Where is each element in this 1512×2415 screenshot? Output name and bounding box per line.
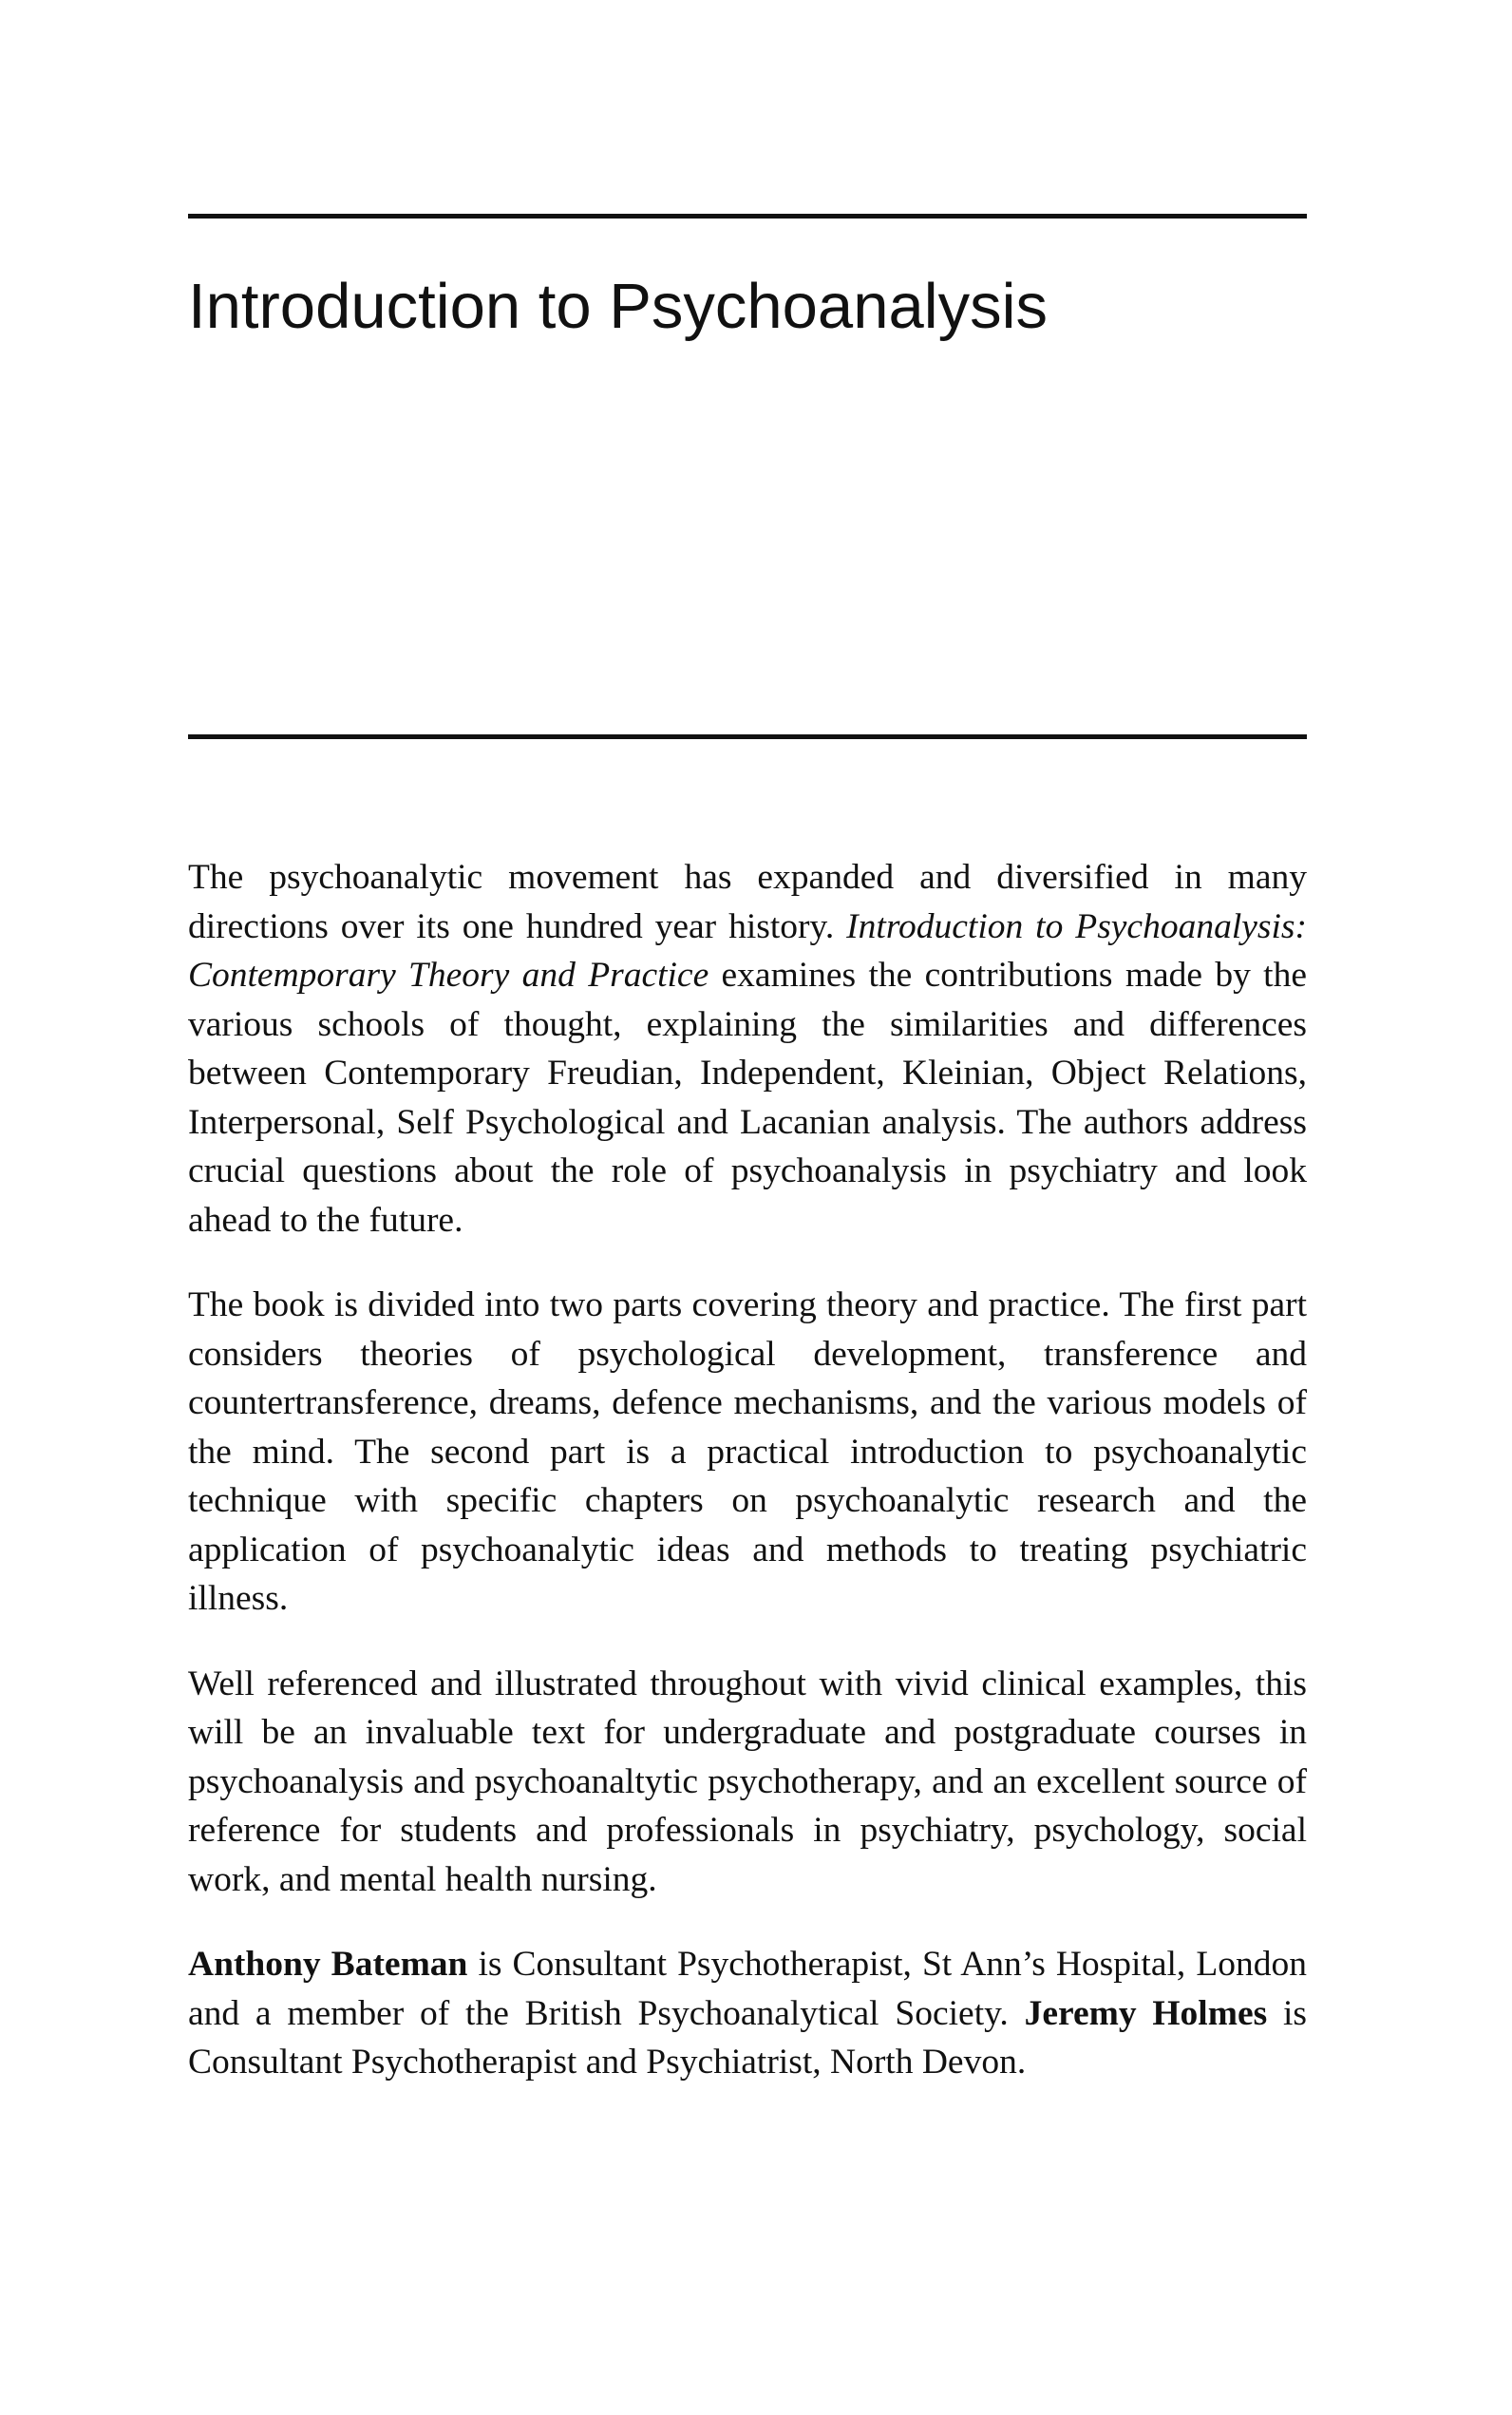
overview-text-start: The psychoanalytic movement has expanded and diversified in many directions over its one hundred year history.: [188, 858, 1307, 946]
blurb-body: [188, 853, 1307, 2087]
page-title: Introduction to Psychoanalysis: [188, 271, 1048, 342]
author-bio-holmes: is Consultant Psychotherapist and Psychiatrist, North Devon.: [188, 1993, 1307, 2082]
paragraph-audience: Well referenced and illustrated throughout with vivid clinical examples, this will be an invaluable text for undergraduate and postgraduate courses in psychoanalysis and psychoanaltytic psychotherapy, and an excellent source of reference for students and professionals in psychiatry, psychology, social work, and mental health nursing.: [188, 1664, 1307, 1899]
middle-rule: [188, 734, 1307, 739]
paragraph-overview: [188, 853, 1307, 1245]
top-rule: [188, 214, 1307, 219]
paragraph-authors: [188, 1940, 1307, 2087]
author-name-holmes: Jeremy Holmes: [1024, 1993, 1268, 2033]
paragraph-structure: The book is divided into two parts covering theory and practice. The first part considers theories of psychological development, transference and countertransference, dreams, defence mechanisms, and the various models of the mind. The second part is a practical introduction to psychoanalytic technique with specific chapters on psychoanalytic research and the application of psychoanalytic ideas and methods to treating psychiatric illness.: [188, 1285, 1307, 1618]
book-title-italic: Introduction to Psychoanalysis: Contemporary Theory and Practice: [188, 906, 1307, 995]
author-bio-bateman: is Consultant Psychotherapist, St Ann’s Hospital, London and a member of the British Psychoanalytical Society.: [188, 1945, 1307, 2033]
overview-text-end: examines the contributions made by the various schools of thought, explaining the similarities and differences between Contemporary Freudian, Independent, Kleinian, Object Relations, Interpersonal, Self Psychological and Lacanian analysis. The authors address crucial questions about the role of psychoanalysis in psychiatry and look ahead to the future.: [188, 956, 1307, 1240]
author-name-bateman: Anthony Bateman: [188, 1945, 468, 1984]
